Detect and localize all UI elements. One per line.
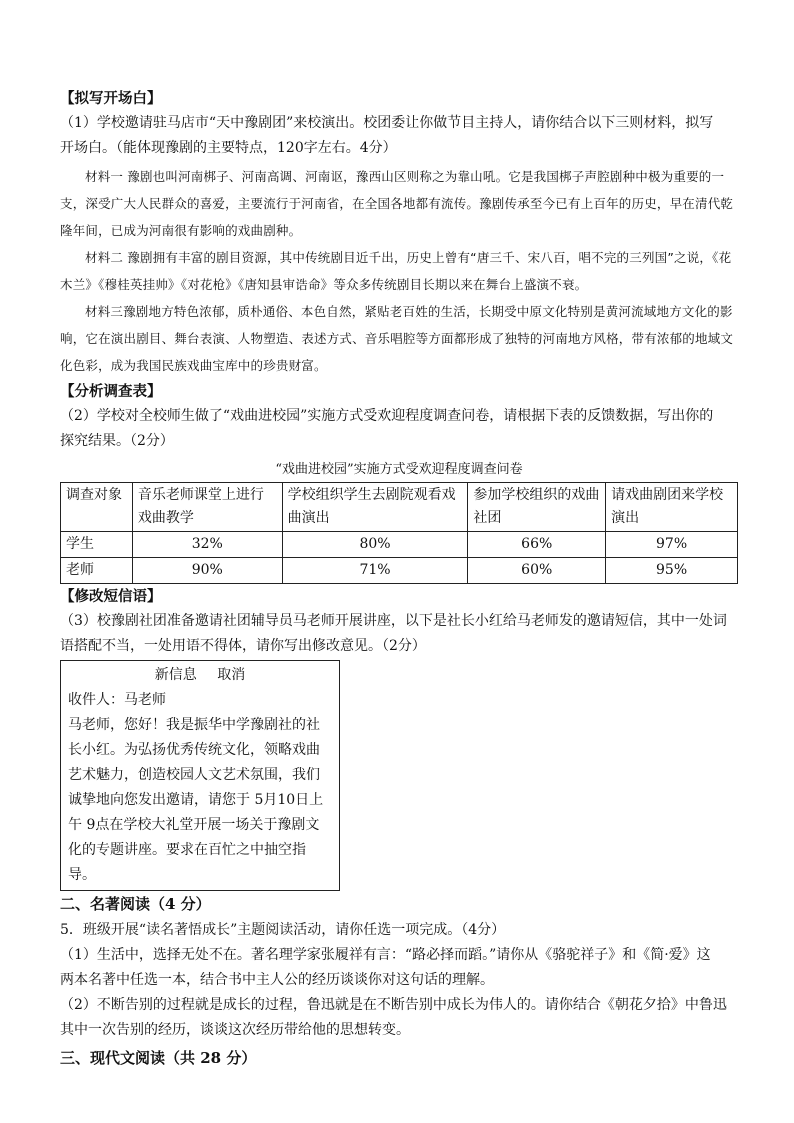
- part3-question-line-1: （3）校豫剧社团准备邀请社团辅导员马老师开展讲座，以下是社长小红给马老师发的邀请短信，其中一处词: [60, 613, 727, 629]
- exam-page: [60, 86, 738, 1072]
- sms-header: [68, 663, 332, 688]
- part3-heading: 【修改短信语】: [60, 588, 162, 605]
- table-cell: 80%: [282, 532, 468, 558]
- table-header-cell: 调查对象: [61, 483, 133, 532]
- table-caption: “戏曲进校园”实施方式受欢迎程度调查问卷: [275, 462, 523, 477]
- table-header-cell: 参加学校组织的戏曲社团: [468, 483, 606, 532]
- part2-question-line-1: （2）学校对全校师生做了“戏曲进校园”实施方式受欢迎程度调查问卷，请根据下表的反馈数据，写出你的: [60, 408, 714, 424]
- table-cell: 学生: [61, 532, 133, 558]
- section3-heading: 三、现代文阅读（共 28 分）: [60, 1049, 257, 1067]
- table-cell: 32%: [132, 532, 282, 558]
- table-header-row: [61, 483, 738, 532]
- part2-heading: 【分析调查表】: [60, 383, 162, 400]
- material-2: 材料二 豫剧拥有丰富的剧目资源，其中传统剧目近千出，历史上曾有“唐三千、宋八百，唱不完的三列国”之说，《花木兰》《穆桂英挂帅》《对花枪》《唐知县审诰命》等众多传统剧目长期以来在舞台上盛演不衰。: [60, 250, 732, 292]
- material-1: 材料一 豫剧也叫河南梆子、河南高调、河南讴，豫西山区则称之为靠山吼。它是我国梆子声腔剧种中极为重要的一支，深受广大人民群众的喜爱，主要流行于河南省，在全国各地都有流传。豫剧传承至今已有上百年的历史，早在清代乾隆年间，已成为河南很有影响的戏曲剧种。: [60, 169, 734, 238]
- part1-question-line-1: （1）学校邀请驻马店市“天中豫剧团”来校演出。校团委让你做节目主持人，请你结合以下三则材料，拟写: [60, 115, 714, 131]
- table-header-cell: 请戏曲剧团来学校演出: [606, 483, 738, 532]
- option1-line-1: （1）生活中，选择无处不在。著名理学家张履祥有言：“路必择而蹈。”请你从《骆驼祥子》和《简·爱》这: [60, 947, 711, 963]
- table-row: [61, 532, 738, 558]
- sms-body: 马老师，您好！我是振华中学豫剧社的社长小红。为弘扬优秀传统文化，领略戏曲艺术魅力，创造校园人文艺术氛围，我们诚挚地向您发出邀请，请您于 5月10日上午 9点在学校大礼堂开展一场关于豫剧文化的专题讲座。要求在百忙之中抽空指导。: [68, 717, 324, 883]
- table-cell: 老师: [61, 558, 133, 584]
- section2-heading: 二、名著阅读（4 分）: [60, 895, 211, 913]
- part3-question-line-2: 语搭配不当，一处用语不得体，请你写出修改意见。（2分）: [60, 638, 426, 654]
- table-cell: 95%: [606, 558, 738, 584]
- table-cell: 66%: [468, 532, 606, 558]
- option2-line-2: 其中一次告别的经历，谈谈这次经历带给他的思想转变。: [60, 1022, 410, 1038]
- table-row: [61, 558, 738, 584]
- table-cell: 97%: [606, 532, 738, 558]
- sms-cancel: 取消: [217, 667, 246, 683]
- sms-title: 新信息: [154, 667, 197, 683]
- material-3: 材料三豫剧地方特色浓郁，质朴通俗、本色自然，紧贴老百姓的生活，长期受中原文化特别是黄河流域地方文化的影响，它在演出剧目、舞台表演、人物塑造、表述方式、音乐唱腔等方面都形成了独特的河南地方风格，带有浓郁的地域文化色彩，成为我国民族戏曲宝库中的珍贵财富。: [60, 304, 734, 373]
- table-header-cell: 学校组织学生去剧院观看戏曲演出: [282, 483, 468, 532]
- section2-intro: 5．班级开展“读名著悟成长”主题阅读活动，请你任选一项完成。（4分）: [60, 922, 506, 938]
- table-cell: 60%: [468, 558, 606, 584]
- part1-question-line-2: 开场白。（能体现豫剧的主要特点，120字左右。4分）: [60, 140, 397, 156]
- sms-recipient: 收件人：马老师: [68, 692, 166, 708]
- option2-line-1: （2）不断告别的过程就是成长的过程，鲁迅就是在不断告别中成长为伟人的。请你结合《朝花夕拾》中鲁迅: [60, 997, 727, 1013]
- sms-box: [60, 660, 340, 891]
- option1-line-2: 两本名著中任选一本，结合书中主人公的经历谈谈你对这句话的理解。: [60, 972, 494, 988]
- table-cell: 71%: [282, 558, 468, 584]
- part1-heading: 【拟写开场白】: [60, 90, 162, 107]
- part2-question-line-2: 探究结果。（2分）: [60, 433, 174, 449]
- survey-table: [60, 482, 738, 584]
- table-cell: 90%: [132, 558, 282, 584]
- table-header-cell: 音乐老师课堂上进行戏曲教学: [132, 483, 282, 532]
